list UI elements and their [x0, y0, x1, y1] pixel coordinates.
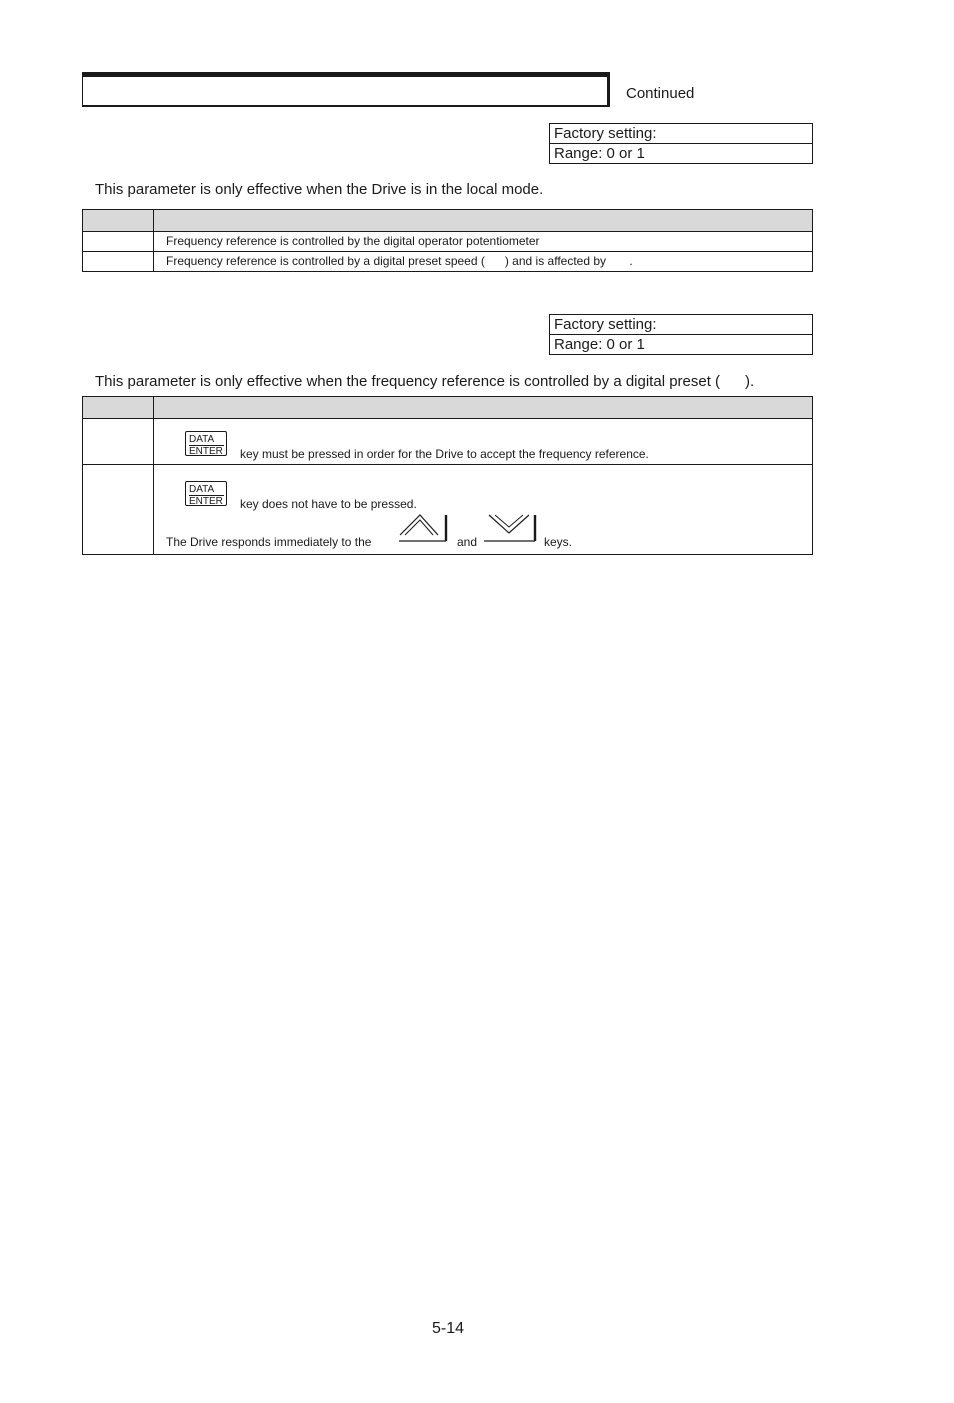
- row-text-line2-and: and: [457, 535, 478, 549]
- table-header: [83, 397, 812, 419]
- table-cell-description: [154, 419, 812, 464]
- row-text: key must be pressed in order for the Drive to accept the frequency reference.: [240, 447, 649, 461]
- continued-label: Continued: [626, 85, 695, 102]
- table-cell-setting: [83, 232, 154, 251]
- table-row: [83, 419, 812, 465]
- factory-setting-label: Factory setting:: [554, 125, 657, 142]
- table-header-setting: [83, 210, 154, 231]
- section-header-box: [82, 72, 610, 107]
- table-row: [83, 232, 812, 252]
- table-cell-setting: [83, 465, 154, 554]
- table-cell-description: Frequency reference is controlled by the digital operator potentiometer: [166, 234, 540, 248]
- key-label-bottom: ENTER: [189, 446, 223, 457]
- key-label-bottom: ENTER: [189, 496, 223, 507]
- page-number: 5-14: [432, 1320, 465, 1337]
- factory-setting-box-1: [549, 123, 813, 164]
- range-label: Range: 0 or 1: [550, 334, 812, 354]
- table-cell-description: Frequency reference is controlled by a digital preset speed ( ) and is affected by .: [166, 254, 633, 268]
- row-text-line2-prefix: The Drive responds immediately to the: [166, 535, 372, 549]
- factory-setting-label: Factory setting:: [554, 316, 657, 333]
- table-header: [83, 210, 812, 232]
- section2-description: This parameter is only effective when the frequency reference is controlled by a digital preset ( ).: [95, 373, 755, 390]
- factory-setting-box-2: [549, 314, 813, 355]
- table-header-description: [154, 397, 812, 418]
- table-row: [83, 252, 812, 271]
- table-header-setting: [83, 397, 154, 418]
- settings-table-2: [82, 396, 813, 555]
- table-cell-setting: [83, 419, 154, 464]
- data-enter-key-icon: [185, 481, 227, 506]
- down-arrow-icon: [483, 513, 539, 547]
- table-header-description: [154, 210, 812, 231]
- up-arrow-icon: [398, 513, 452, 547]
- table-cell-setting: [83, 252, 154, 271]
- settings-table-1: [82, 209, 813, 272]
- table-cell-description: [154, 465, 812, 554]
- data-enter-key-icon: [185, 431, 227, 456]
- key-label-top: DATA: [189, 434, 215, 445]
- key-label-top: DATA: [189, 484, 215, 495]
- row-text-line2-suffix: keys.: [544, 535, 573, 549]
- row-text: key does not have to be pressed.: [240, 497, 417, 511]
- range-label: Range: 0 or 1: [550, 143, 812, 163]
- section1-description: This parameter is only effective when the Drive is in the local mode.: [95, 181, 544, 198]
- table-row: [83, 465, 812, 554]
